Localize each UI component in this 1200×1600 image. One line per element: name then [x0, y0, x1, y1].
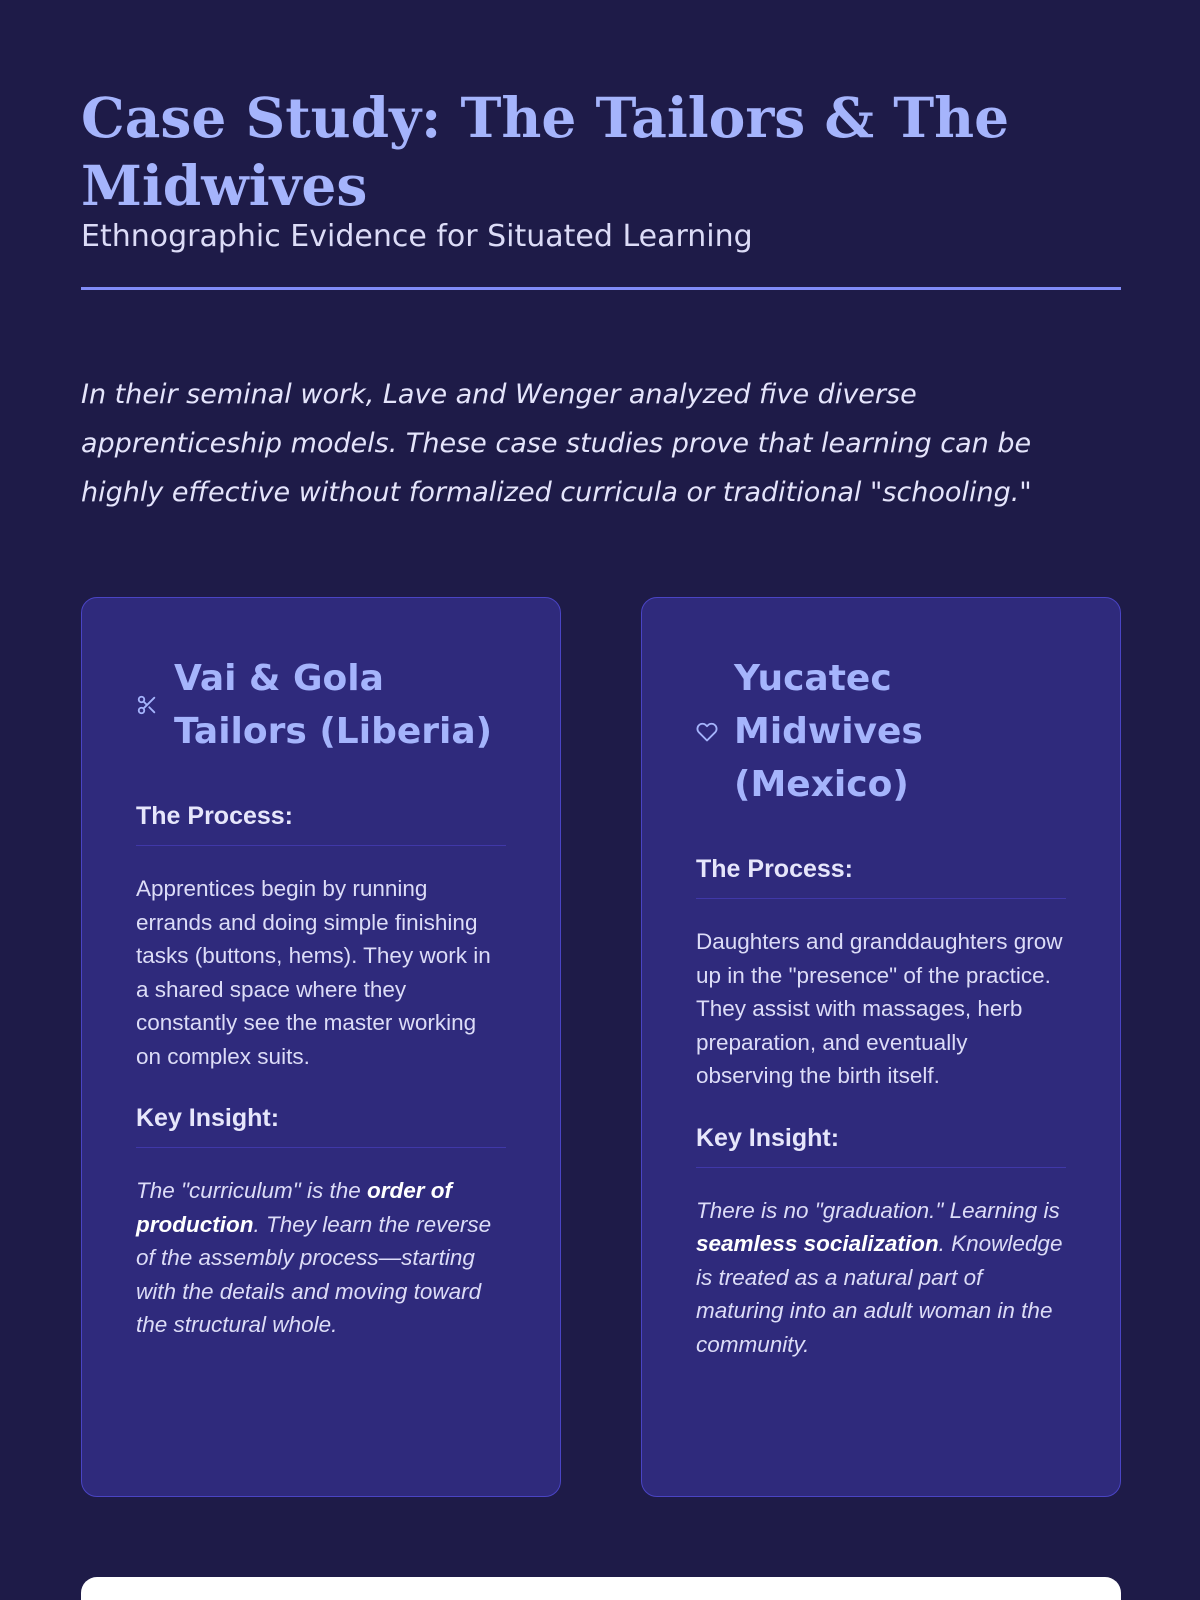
heart-icon: [696, 721, 718, 743]
card-title: Yucatec Midwives (Mexico): [734, 658, 923, 805]
header-divider: [81, 287, 1121, 290]
process-text: Daughters and granddaughters grow up in the "presence" of the practice. They assist with massages, herb preparation, and eventually observing the birth itself.: [696, 929, 1063, 1088]
insight-emphasis: seamless socialization: [696, 1231, 939, 1256]
process-label: The Process:: [696, 854, 1066, 899]
insight-label: Key Insight:: [696, 1123, 1066, 1168]
page-subtitle: Ethnographic Evidence for Situated Learning: [81, 219, 753, 254]
process-text: Apprentices begin by running errands and doing simple finishing tasks (buttons, hems). They work in a shared space where they constantly see the master working on complex suits.: [136, 876, 491, 1069]
intro-paragraph: In their seminal work, Lave and Wenger analyzed five diverse apprenticeship models. These case studies prove that learning can be highly effective without formalized curricula or traditional "schooling.": [81, 379, 1032, 508]
page-title: Case Study: The Tailors & The Midwives: [81, 85, 1010, 218]
card-header: [696, 652, 1076, 811]
insight-emphasis: order of production: [136, 1178, 453, 1237]
process-label: The Process:: [136, 801, 506, 846]
card-body: [136, 801, 506, 1342]
card-header: [136, 652, 516, 758]
card-title: Vai & Gola Tailors (Liberia): [174, 658, 493, 752]
insight-label: Key Insight:: [136, 1103, 506, 1148]
insight-text: There is no "graduation." Learning is seamless socialization. Knowledge is treated as a natural part of maturing into an adult woman in the community.: [696, 1197, 1063, 1357]
scissors-icon: [136, 694, 158, 716]
insight-text: The "curriculum" is the order of production. They learn the reverse of the assembly process—starting with the details and moving toward the structural whole.: [136, 1178, 492, 1337]
card-body: [696, 854, 1066, 1361]
case-card-midwives: [641, 597, 1121, 1497]
next-section-panel: [81, 1577, 1121, 1600]
case-card-tailors: [81, 597, 561, 1497]
